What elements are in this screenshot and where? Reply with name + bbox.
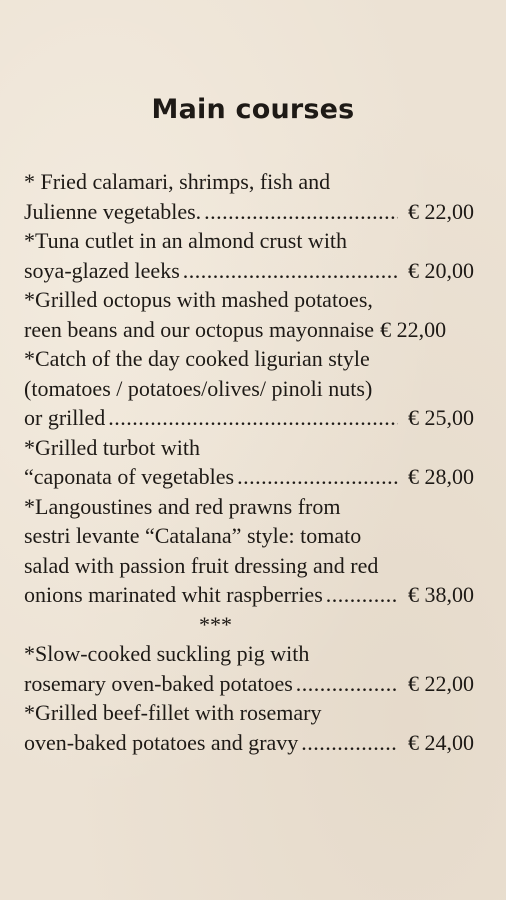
- dish-price-line: [24, 669, 480, 699]
- dish-description-line: reen beans and our octopus mayonnaise: [24, 316, 375, 342]
- dish-description-line: onions marinated whit raspberries: [24, 582, 323, 607]
- page-title: Main courses: [151, 94, 355, 125]
- dot-leader: [296, 669, 398, 699]
- dish-description-line: * Fried calamari, shrimps, fish and: [24, 169, 331, 194]
- section-separator: ***: [199, 611, 232, 637]
- dish-description-line: oven-baked potatoes and gravy: [24, 729, 299, 755]
- dish-description-line: (tomatoes / potatoes/olives/ pinoli nuts): [24, 375, 373, 401]
- dish-description-line: *Langoustines and red prawns from: [24, 493, 341, 519]
- menu-item: [24, 433, 480, 492]
- dish-description-line: *Catch of the day cooked ligurian style: [24, 346, 370, 371]
- dish-price-line: [24, 580, 480, 610]
- dish-price-line: [24, 728, 480, 758]
- dish-price: € 28,00: [408, 464, 474, 489]
- menu-item: [24, 167, 480, 226]
- dish-description-line: soya-glazed leeks: [24, 257, 180, 283]
- menu-item: [24, 639, 480, 698]
- dish-description-line: *Grilled beef-fillet with rosemary: [24, 700, 322, 725]
- dish-description-line: *Grilled octopus with mashed potatoes,: [24, 287, 373, 312]
- dot-leader: [301, 728, 398, 758]
- dish-description-line: or grilled: [24, 405, 106, 430]
- dish-price-line: [24, 403, 480, 433]
- dish-description-line: “caponata of vegetables: [24, 464, 235, 489]
- menu-item: [24, 492, 480, 610]
- dish-description-line: sestri levante “Catalana” style: tomato: [24, 523, 362, 548]
- dish-price-line: [24, 462, 480, 492]
- dish-description-line: rosemary oven-baked potatoes: [24, 670, 293, 696]
- dish-description-line: *Slow-cooked suckling pig with: [24, 641, 310, 666]
- dish-price: € 22,00: [380, 316, 447, 342]
- dish-price: € 24,00: [408, 729, 474, 755]
- dish-description-line: Julienne vegetables.: [24, 198, 202, 224]
- dish-price: € 20,00: [408, 257, 474, 283]
- dot-leader: [204, 197, 398, 227]
- dot-leader: [108, 403, 398, 433]
- menu-item: [24, 226, 480, 285]
- menu-item: [24, 285, 480, 344]
- dot-leader: [326, 580, 398, 610]
- dish-price: € 25,00: [408, 405, 474, 430]
- dish-price-line: [24, 197, 480, 227]
- dish-price-line: [24, 315, 480, 345]
- dish-description-line: *Grilled turbot with: [24, 434, 200, 460]
- dish-price: € 38,00: [408, 582, 474, 607]
- menu-list: [24, 167, 480, 757]
- menu-item: [24, 344, 480, 433]
- dot-leader: [183, 256, 398, 286]
- dish-price: € 22,00: [408, 198, 474, 224]
- dish-description-line: *Tuna cutlet in an almond crust with: [24, 228, 348, 253]
- dish-description-line: salad with passion fruit dressing and red: [24, 552, 379, 578]
- dot-leader: [237, 462, 398, 492]
- menu-item: [24, 698, 480, 757]
- dish-price-line: [24, 256, 480, 286]
- dish-price: € 22,00: [408, 670, 474, 696]
